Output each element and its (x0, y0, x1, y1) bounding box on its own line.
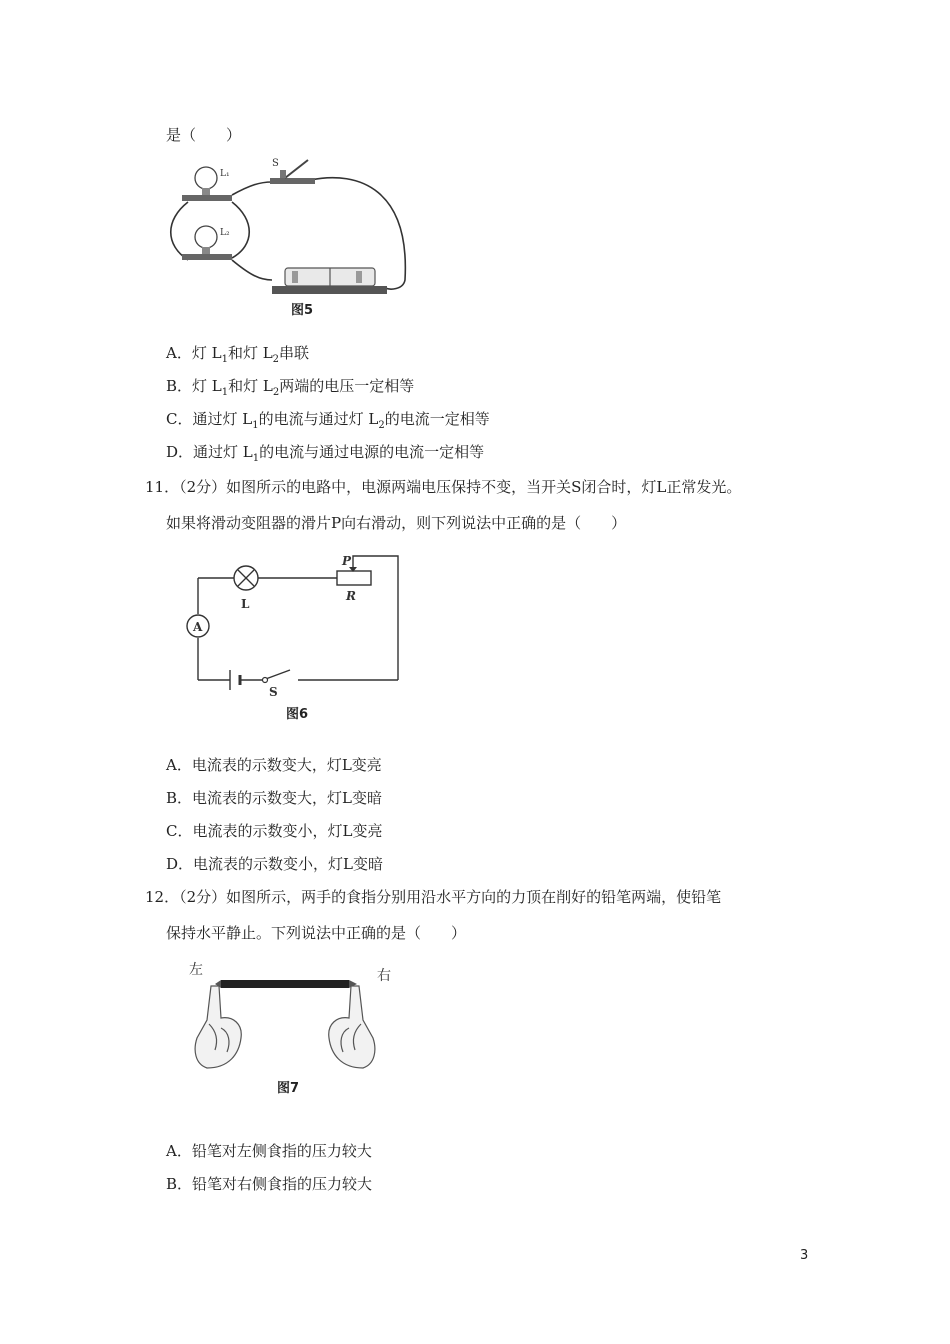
q12-option-b: B．铅笔对右侧食指的压力较大 (166, 1175, 373, 1193)
switch-label: S (272, 158, 279, 169)
q12-option-a: A．铅笔对左侧食指的压力较大 (166, 1142, 372, 1160)
rheostat-r-label: R (346, 589, 356, 603)
figure-6-caption: 图6 (286, 707, 309, 722)
figure-7 (185, 958, 400, 1078)
l2-label: L₂ (220, 228, 230, 238)
lamp-l-label: L (241, 597, 250, 611)
q11-stem-line2: 如果将滑动变阻器的滑片P向右滑动，则下列说法中正确的是（ ） (166, 514, 627, 532)
slider-p-label: P (342, 554, 352, 568)
q11-option-b: B．电流表的示数变大，灯L变暗 (166, 789, 382, 807)
q11-option-a: A．电流表的示数变大，灯L变亮 (166, 756, 382, 774)
figure-6 (180, 548, 410, 698)
q12-stem-line2: 保持水平静止。下列说法中正确的是（ ） (166, 924, 467, 942)
q10-tail: 是（ ） (166, 126, 242, 144)
figure-5-caption: 图5 (291, 303, 314, 318)
figure-5 (160, 150, 420, 325)
q10-option-d: D．通过灯 $L_1$的电流与通过电源的电流一定相等 (166, 443, 485, 464)
q11-stem-line1: 11．（2分）如图所示的电路中，电源两端电压保持不变，当开关S闭合时，灯L正常发光。 (145, 478, 742, 496)
q11-option-c: C．电流表的示数变小，灯L变亮 (166, 822, 383, 840)
q10-option-a: A．灯 $L_1$和灯 $L_2$串联 (166, 344, 310, 365)
q10-option-b: B．灯 $L_1$和灯 $L_2$两端的电压一定相等 (166, 377, 415, 398)
q11-option-d: D．电流表的示数变小，灯L变暗 (166, 855, 383, 873)
left-label: 左 (189, 962, 203, 978)
figure-7-caption: 图7 (277, 1081, 300, 1096)
q10-option-c: C．通过灯 $L_1$的电流与通过灯 $L_2$的电流一定相等 (166, 410, 490, 431)
page-number: 3 (800, 1248, 809, 1263)
ammeter-label: A (193, 620, 203, 634)
q12-stem-line1: 12．（2分）如图所示，两手的食指分别用沿水平方向的力顶在削好的铅笔两端，使铅笔 (145, 888, 722, 906)
right-label: 右 (377, 968, 391, 984)
l1-label: L₁ (220, 169, 230, 179)
switch-s-label: S (269, 685, 278, 698)
